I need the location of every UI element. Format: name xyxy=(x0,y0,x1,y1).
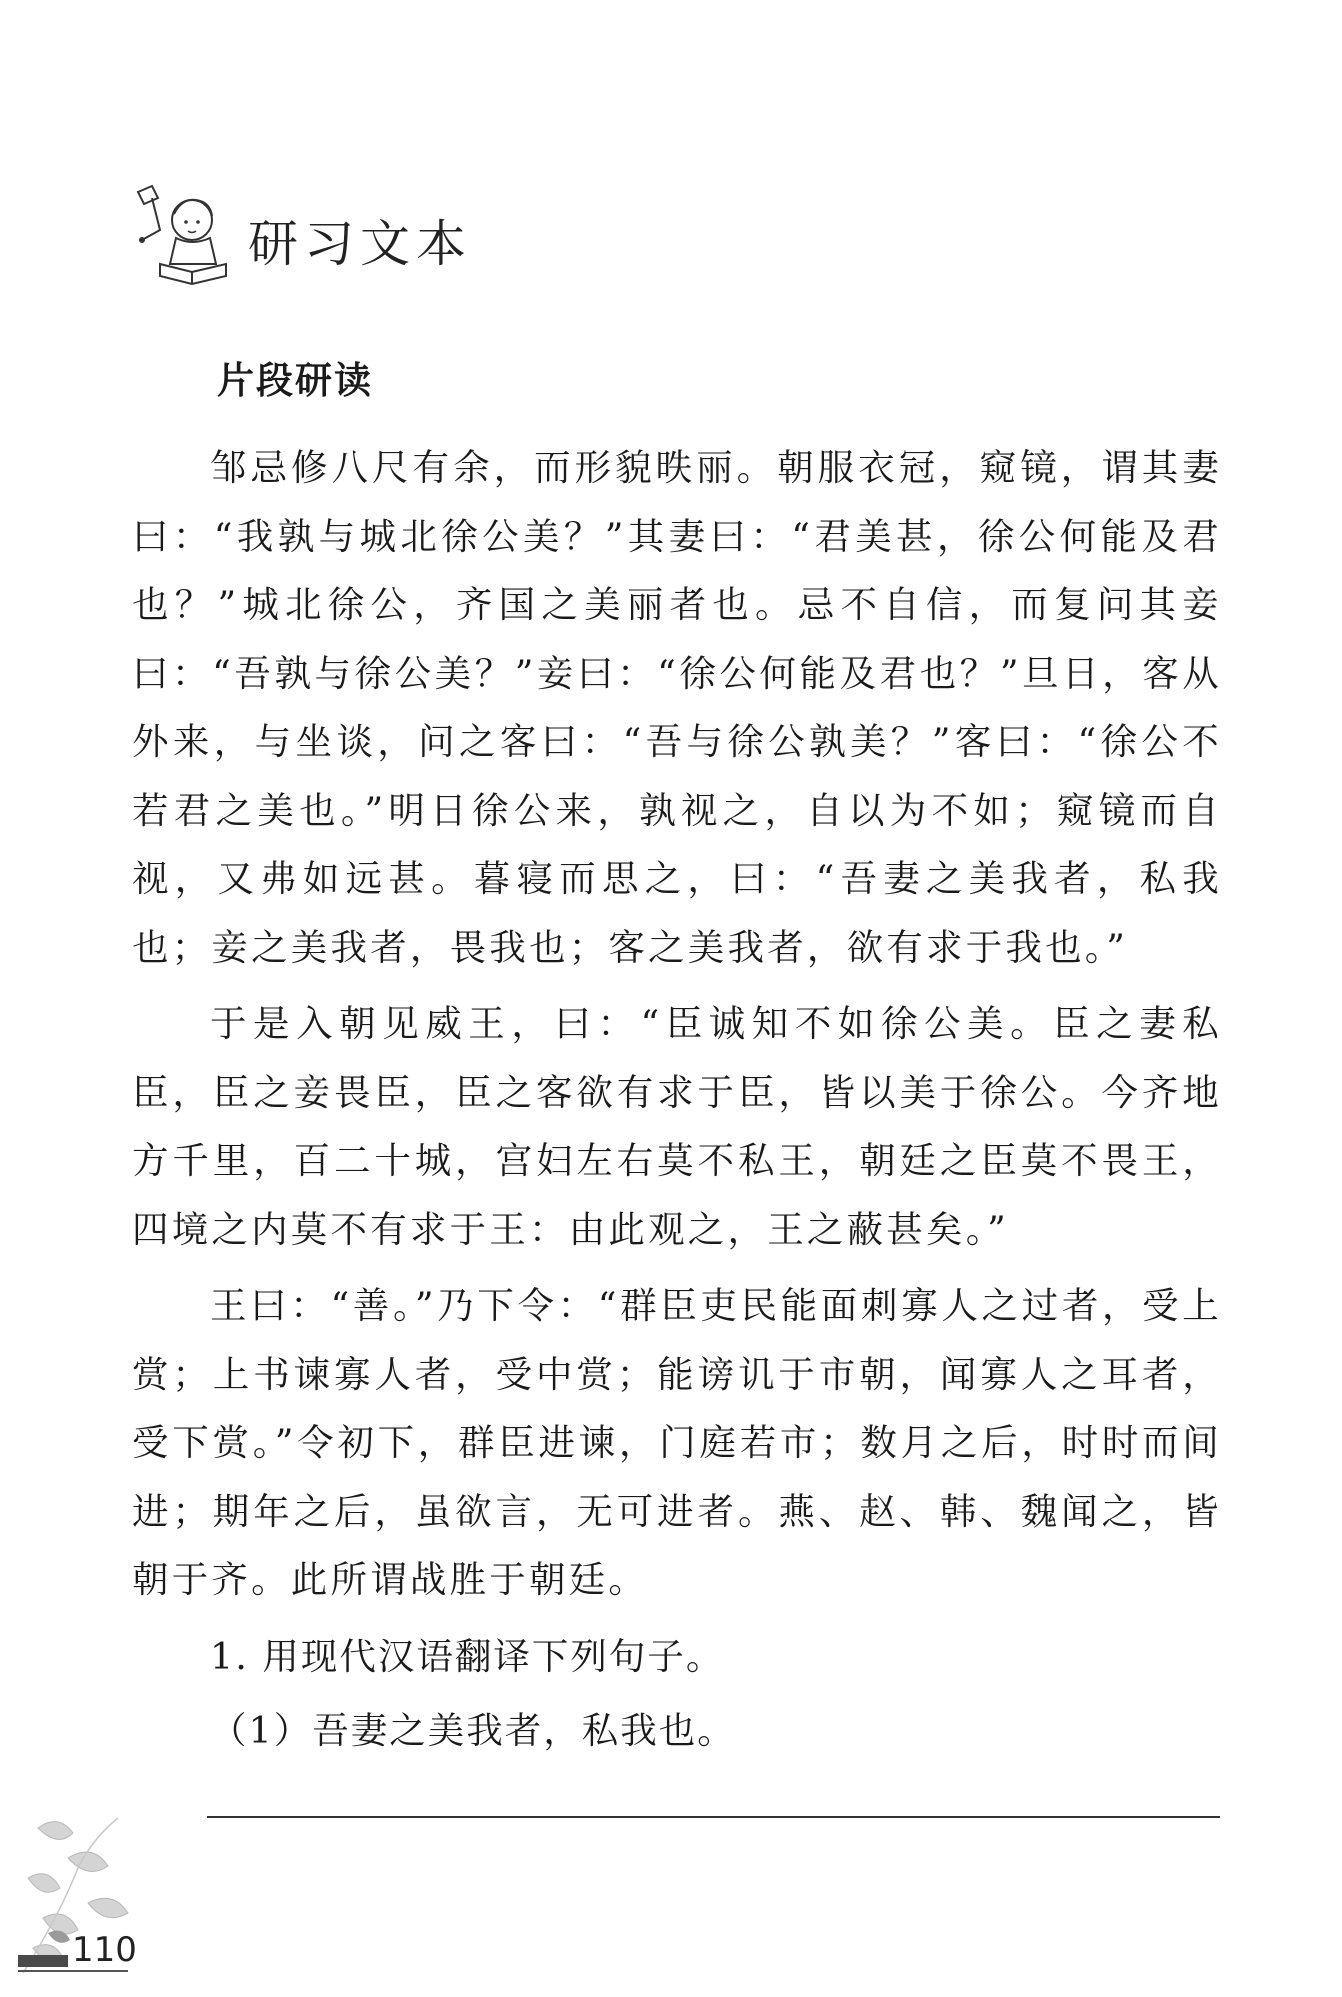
page-number: 110 xyxy=(72,1930,137,1970)
section-title: 研习文本 xyxy=(248,215,472,273)
student-reading-lamp-icon xyxy=(130,180,240,290)
question: 1. 用现代汉语翻译下列句子。 xyxy=(210,1634,725,1678)
paragraph: 于是入朝见威王，曰：“臣诚知不如徐公美。臣之妻私臣，臣之妾畏臣，臣之客欲有求于臣，皆以美于徐公。今齐地方千里，百二十城，宫妇左右莫不私王，朝廷之臣莫不畏王，四境之内莫不有求于王：由此观之，王之蔽甚矣。” xyxy=(132,1002,1222,1251)
page-number-rule xyxy=(18,1970,128,1972)
section-header xyxy=(130,175,472,295)
page-number-bar xyxy=(18,1955,68,1967)
paragraph: 王曰：“善。”乃下令：“群臣吏民能面刺寡人之过者，受上赏；上书谏寡人者，受中赏；能谤讥于市朝，闻寡人之耳者，受下赏。”令初下，群臣进谏，门庭若市；数月之后，时时而间进；期年之后，虽欲言，无可进者。燕、赵、韩、魏闻之，皆朝于齐。此所谓战胜于朝廷。 xyxy=(132,1284,1222,1601)
answer-line[interactable] xyxy=(207,1816,1220,1818)
sub-question: （1）吾妻之美我者，私我也。 xyxy=(210,1709,736,1752)
paragraph: 邹忌修八尺有余，而形貌昳丽。朝服衣冠，窥镜，谓其妻曰：“我孰与城北徐公美？”其妻曰：“君美甚，徐公何能及君也？”城北徐公，齐国之美丽者也。忌不自信，而复问其妾曰：“吾孰与徐公美？”妾曰：“徐公何能及君也？”旦日，客从外来，与坐谈，问之客曰：“吾与徐公孰美？”客曰：“徐公不若君之美也。”明日徐公来，孰视之，自以为不如；窥镜而自视，又弗如远甚。暮寝而思之，曰：“吾妻之美我者，私我也；妾之美我者，畏我也；客之美我者，欲有求于我也。” xyxy=(132,446,1222,969)
sub-heading: 片段研读 xyxy=(217,359,373,402)
content-area xyxy=(132,350,1222,1766)
